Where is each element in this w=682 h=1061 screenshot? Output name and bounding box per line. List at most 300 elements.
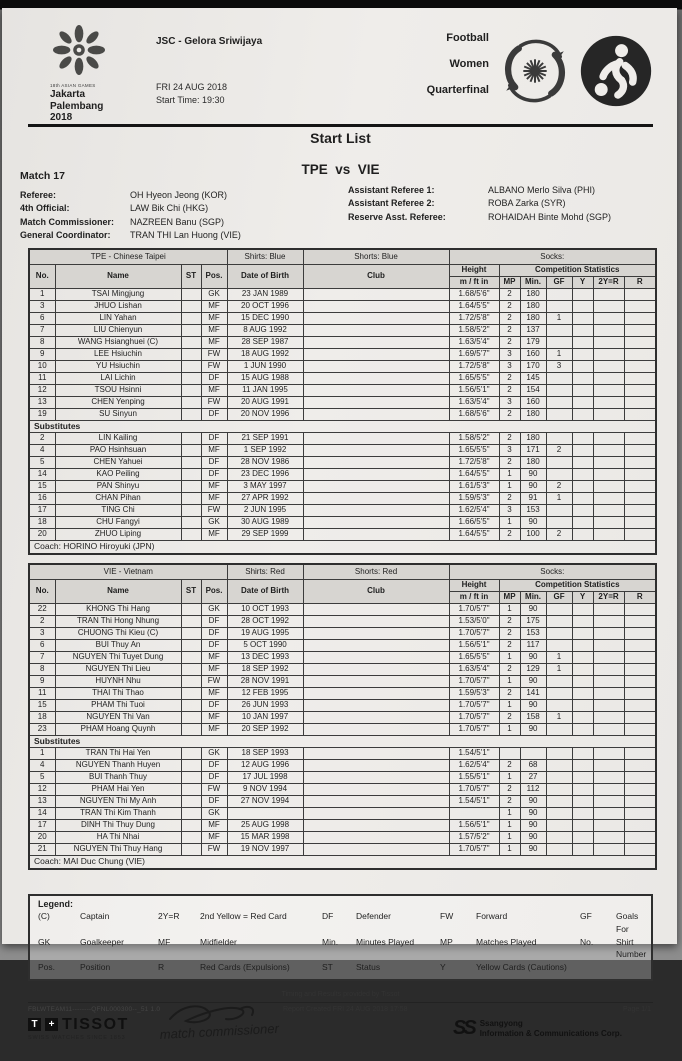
shorts-label: Shorts: Red [303,564,449,580]
substitutes-row [29,736,656,748]
legend-term: Midfielder [200,936,237,947]
cell-gf [546,337,572,349]
cell-height: 1.56/5'1" [449,820,499,832]
cell-gf [546,772,572,784]
cell-name: CHEN Yahuei [55,457,181,469]
cell-no: 14 [29,469,55,481]
cell-no: 11 [29,373,55,385]
svg-text:match commissioner: match commissioner [159,1020,280,1042]
cell-r [624,385,656,397]
cell-yy [593,301,624,313]
cell-no: 21 [29,844,55,856]
cell-dob: 23 DEC 1996 [227,469,303,481]
cell-pos: FW [201,361,227,373]
cell-height: 1.65/5'5" [449,652,499,664]
match-date: FRI 24 AUG 2018 [156,82,228,92]
cell-gf [546,844,572,856]
cell-no: 23 [29,724,55,736]
cell-r [624,337,656,349]
cell-gf [546,760,572,772]
cell-y [572,664,593,676]
cell-y [572,493,593,505]
cell-min: 90 [520,700,546,712]
table-row [29,325,656,337]
cell-yy [593,628,624,640]
cell-gf: 1 [546,652,572,664]
col-header-height-units: m / ft in [449,592,499,604]
cell-st [181,760,201,772]
cell-no: 3 [29,301,55,313]
cell-st [181,724,201,736]
cell-height: 1.70/5'7" [449,712,499,724]
cell-pos: GK [201,808,227,820]
column-header-row [29,265,656,277]
cell-no: 18 [29,517,55,529]
cell-no: 10 [29,361,55,373]
cell-yy [593,337,624,349]
cell-r [624,712,656,724]
cell-gf [546,604,572,616]
cell-height: 1.64/5'5" [449,301,499,313]
cell-y [572,772,593,784]
document-header [28,24,653,123]
cell-y [572,469,593,481]
cell-mp: 1 [499,844,520,856]
cell-dob: 1 SEP 1992 [227,445,303,457]
cell-r [624,493,656,505]
table-row [29,313,656,325]
legend-term: Captain [80,911,110,921]
match-number: Match 17 [20,170,65,182]
cell-st [181,457,201,469]
legend-abbr: 2Y=R [158,911,180,921]
cell-yy [593,361,624,373]
cell-st [181,772,201,784]
cell-pos: FW [201,349,227,361]
cell-dob: 29 SEP 1999 [227,529,303,541]
cell-y [572,844,593,856]
cell-no: 7 [29,325,55,337]
cell-gf [546,409,572,421]
coach-name: Coach: HORINO Hiroyuki (JPN) [29,541,656,555]
legend-term: Position [80,962,111,972]
cell-min: 145 [520,373,546,385]
shirts-label: Shirts: Blue [227,249,303,265]
official-row: Reserve Asst. Referee: ROHAIDAH Binte Mohd (SGP) [348,211,612,222]
cell-r [624,517,656,529]
cell-gf: 2 [546,445,572,457]
cell-no: 9 [29,676,55,688]
games-logo-small-text: 18th ASIAN GAMES [50,83,96,88]
legend-abbr: Min. [322,936,339,947]
cell-name: LIN Yahan [55,313,181,325]
table-row [29,529,656,541]
vie-roster-table [28,563,657,870]
cell-dob: 20 SEP 1992 [227,724,303,736]
cell-club [303,385,449,397]
legend-abbr: GF [580,911,592,921]
legend-abbr: R [158,962,165,972]
cell-st [181,712,201,724]
cell-no: 11 [29,688,55,700]
cell-gf [546,385,572,397]
cell-st [181,505,201,517]
cell-mp: 2 [499,457,520,469]
cell-gf: 1 [546,664,572,676]
cell-pos: MF [201,712,227,724]
cell-dob: 20 OCT 1996 [227,301,303,313]
cell-no: 18 [29,712,55,724]
cell-height: 1.64/5'5" [449,529,499,541]
match-info [20,156,653,248]
cell-height: 1.56/5'1" [449,640,499,652]
cell-y [572,529,593,541]
cell-mp: 2 [499,325,520,337]
cell-st [181,349,201,361]
cell-gf [546,433,572,445]
table-row [29,517,656,529]
cell-mp: 2 [499,616,520,628]
cell-min: 158 [520,712,546,724]
cell-club [303,796,449,808]
cell-st [181,361,201,373]
table-row [29,361,656,373]
cell-min: 180 [520,457,546,469]
cell-dob [227,808,303,820]
cell-name: TING Chi [55,505,181,517]
tissot-wordmark: TISSOT [62,1015,129,1033]
cell-pos: GK [201,748,227,760]
cell-yy [593,505,624,517]
col-header-min: Min. [520,277,546,289]
col-header-name: Name [55,265,181,289]
cell-min: 180 [520,433,546,445]
cell-mp: 2 [499,640,520,652]
cell-y [572,652,593,664]
legend-term: Status [356,962,381,972]
cell-st [181,409,201,421]
cell-yy [593,289,624,301]
cell-no: 19 [29,409,55,421]
cell-name: PHAM Hoang Quynh [55,724,181,736]
cell-dob: 15 MAR 1998 [227,832,303,844]
cell-min: 180 [520,301,546,313]
cell-name: PAN Shinyu [55,481,181,493]
cell-height: 1.59/5'3" [449,688,499,700]
cell-mp: 2 [499,529,520,541]
cell-club [303,724,449,736]
table-row [29,784,656,796]
cell-name: TSAI Mingjung [55,289,181,301]
cell-club [303,301,449,313]
cell-club [303,640,449,652]
cell-club [303,517,449,529]
cell-height: 1.57/5'2" [449,832,499,844]
col-header-yy: 2Y=R [593,592,624,604]
cell-gf [546,628,572,640]
cell-no: 13 [29,397,55,409]
cell-height: 1.70/5'7" [449,604,499,616]
cell-y [572,433,593,445]
cell-r [624,349,656,361]
cell-mp: 1 [499,832,520,844]
cell-pos: GK [201,289,227,301]
cell-mp: 1 [499,481,520,493]
cell-club [303,808,449,820]
legend-abbr: GK [38,936,51,947]
cell-height: 1.54/5'1" [449,748,499,760]
cell-yy [593,385,624,397]
cell-st [181,676,201,688]
table-row [29,700,656,712]
cell-y [572,760,593,772]
table-row [29,373,656,385]
legend-abbr: No. [580,936,594,947]
legend-box [28,894,653,981]
table-row [29,664,656,676]
cell-mp: 3 [499,349,520,361]
cell-no: 3 [29,628,55,640]
cell-gf [546,796,572,808]
cell-min: 175 [520,616,546,628]
cell-no: 8 [29,337,55,349]
cell-yy [593,493,624,505]
cell-pos: GK [201,517,227,529]
cell-no: 5 [29,772,55,784]
team-band [29,249,656,265]
cell-min: 27 [520,772,546,784]
cell-r [624,640,656,652]
cell-mp: 1 [499,724,520,736]
cell-dob: 20 NOV 1996 [227,409,303,421]
cell-r [624,469,656,481]
cell-club [303,505,449,517]
substitutes-body [29,433,656,541]
col-header-y: Y [572,592,593,604]
cell-mp: 2 [499,760,520,772]
cell-no: 13 [29,796,55,808]
cell-name: HUYNH Nhu [55,676,181,688]
cell-height: 1.68/5'6" [449,409,499,421]
cell-min: 91 [520,493,546,505]
cell-mp: 1 [499,517,520,529]
cell-club [303,529,449,541]
cell-min: 100 [520,529,546,541]
cell-min: 160 [520,349,546,361]
official-row: Referee: OH Hyeon Jeong (KOR) [20,190,228,200]
cell-y [572,796,593,808]
cell-pos: MF [201,325,227,337]
cell-yy [593,445,624,457]
cell-height: 1.72/5'8" [449,361,499,373]
cell-club [303,397,449,409]
cell-st [181,844,201,856]
cell-st [181,616,201,628]
cell-r [624,604,656,616]
coach-row [29,856,656,870]
table-row [29,808,656,820]
cell-yy [593,481,624,493]
cell-gf [546,688,572,700]
cell-club [303,760,449,772]
cell-club [303,481,449,493]
cell-no: 7 [29,652,55,664]
cell-club [303,493,449,505]
ssangyong-logo [453,1016,622,1039]
legend-term: 2nd Yellow = Red Card [200,911,287,921]
cell-r [624,397,656,409]
cell-min: 90 [520,820,546,832]
cell-min: 180 [520,409,546,421]
cell-dob: 18 AUG 1992 [227,349,303,361]
cell-name: YU Hsiuchin [55,361,181,373]
cell-st [181,820,201,832]
legend-abbr: DF [322,911,334,921]
table-row [29,349,656,361]
cell-mp: 1 [499,604,520,616]
cell-dob: 5 OCT 1990 [227,640,303,652]
cell-gf: 1 [546,493,572,505]
col-header-club: Club [303,265,449,289]
ssangyong-corp: Information & Communications Corp. [479,1028,622,1038]
cell-dob: 28 OCT 1992 [227,616,303,628]
cell-mp: 2 [499,712,520,724]
cell-st [181,373,201,385]
cell-name: NGUYEN Thanh Huyen [55,760,181,772]
cell-min: 68 [520,760,546,772]
officials-left [20,189,241,242]
table-row [29,445,656,457]
cell-yy [593,664,624,676]
cell-min: 90 [520,832,546,844]
cell-r [624,529,656,541]
cell-mp: 2 [499,337,520,349]
cell-no: 2 [29,616,55,628]
cell-name: LAI Lichin [55,373,181,385]
cell-club [303,700,449,712]
cell-pos: MF [201,529,227,541]
cell-dob: 19 AUG 1995 [227,628,303,640]
col-header-r: R [624,277,656,289]
cell-yy [593,313,624,325]
cell-name: LEE Hsiuchin [55,349,181,361]
cell-min: 90 [520,676,546,688]
cell-yy [593,808,624,820]
cell-no: 8 [29,664,55,676]
col-header-pos: Pos. [201,265,227,289]
cell-min: 160 [520,397,546,409]
cell-st [181,385,201,397]
cell-r [624,481,656,493]
table-row [29,712,656,724]
cell-y [572,409,593,421]
col-header-height: Height [449,265,499,277]
cell-height: 1.70/5'7" [449,700,499,712]
cell-yy [593,844,624,856]
event-gender: Women [449,58,489,70]
cell-yy [593,397,624,409]
shirts-label: Shirts: Red [227,564,303,580]
col-header-club: Club [303,580,449,604]
cell-gf [546,373,572,385]
cell-min: 180 [520,313,546,325]
cell-st [181,808,201,820]
table-row [29,640,656,652]
cell-no: 1 [29,748,55,760]
cell-gf: 3 [546,361,572,373]
cell-gf [546,616,572,628]
cell-club [303,337,449,349]
shorts-label: Shorts: Blue [303,249,449,265]
cell-name: CHU Fangyi [55,517,181,529]
table-row [29,844,656,856]
cell-yy [593,433,624,445]
official-row: 4th Official: LAW Bik Chi (HKG) [20,203,209,214]
legend-term: Forward [476,911,508,921]
cell-club [303,616,449,628]
cell-gf [546,676,572,688]
cell-gf [546,832,572,844]
official-row: General Coordinator: TRAN THI Lan Huong (VIE) [20,229,241,240]
cell-height: 1.64/5'5" [449,469,499,481]
tpe-roster-table [28,248,657,555]
cell-club [303,469,449,481]
cell-club [303,844,449,856]
cell-gf [546,724,572,736]
cell-pos: DF [201,457,227,469]
cell-y [572,628,593,640]
cell-dob: 25 AUG 1998 [227,820,303,832]
cell-dob: 27 NOV 1994 [227,796,303,808]
cell-r [624,844,656,856]
cell-y [572,445,593,457]
cell-name: KAO Peiling [55,469,181,481]
cell-min: 170 [520,361,546,373]
starters-body [29,604,656,736]
cell-pos: MF [201,724,227,736]
official-row: Assistant Referee 2: ROBA Zarka (SYR) [348,198,566,209]
cell-no: 16 [29,493,55,505]
col-header-st: ST [181,265,201,289]
cell-mp: 2 [499,289,520,301]
cell-y [572,385,593,397]
legend-term: Red Cards (Expulsions) [200,962,290,972]
ssangyong-name: Ssangyong [479,1018,523,1028]
cell-pos: MF [201,301,227,313]
cell-min: 90 [520,469,546,481]
cell-min: 153 [520,505,546,517]
cell-pos: FW [201,397,227,409]
cell-pos: DF [201,760,227,772]
official-row: Assistant Referee 1: ALBANO Merlo Silva (PHI) [348,185,596,195]
cell-mp: 2 [499,628,520,640]
ssangyong-mark-icon: SS [453,1016,474,1039]
cell-name: BUI Thanh Thuy [55,772,181,784]
cell-gf [546,808,572,820]
cell-height: 1.58/5'2" [449,433,499,445]
legend-term: Matches Played [476,936,537,947]
table-row [29,397,656,409]
table-row [29,772,656,784]
cell-pos: DF [201,628,227,640]
cell-y [572,724,593,736]
page-number: Page 1/1 [622,1005,651,1013]
table-row [29,337,656,349]
cell-no: 20 [29,529,55,541]
col-header-height-units: m / ft in [449,277,499,289]
cell-name: CHUONG Thi Kieu (C) [55,628,181,640]
fixture: TPE vs VIE [301,162,380,177]
